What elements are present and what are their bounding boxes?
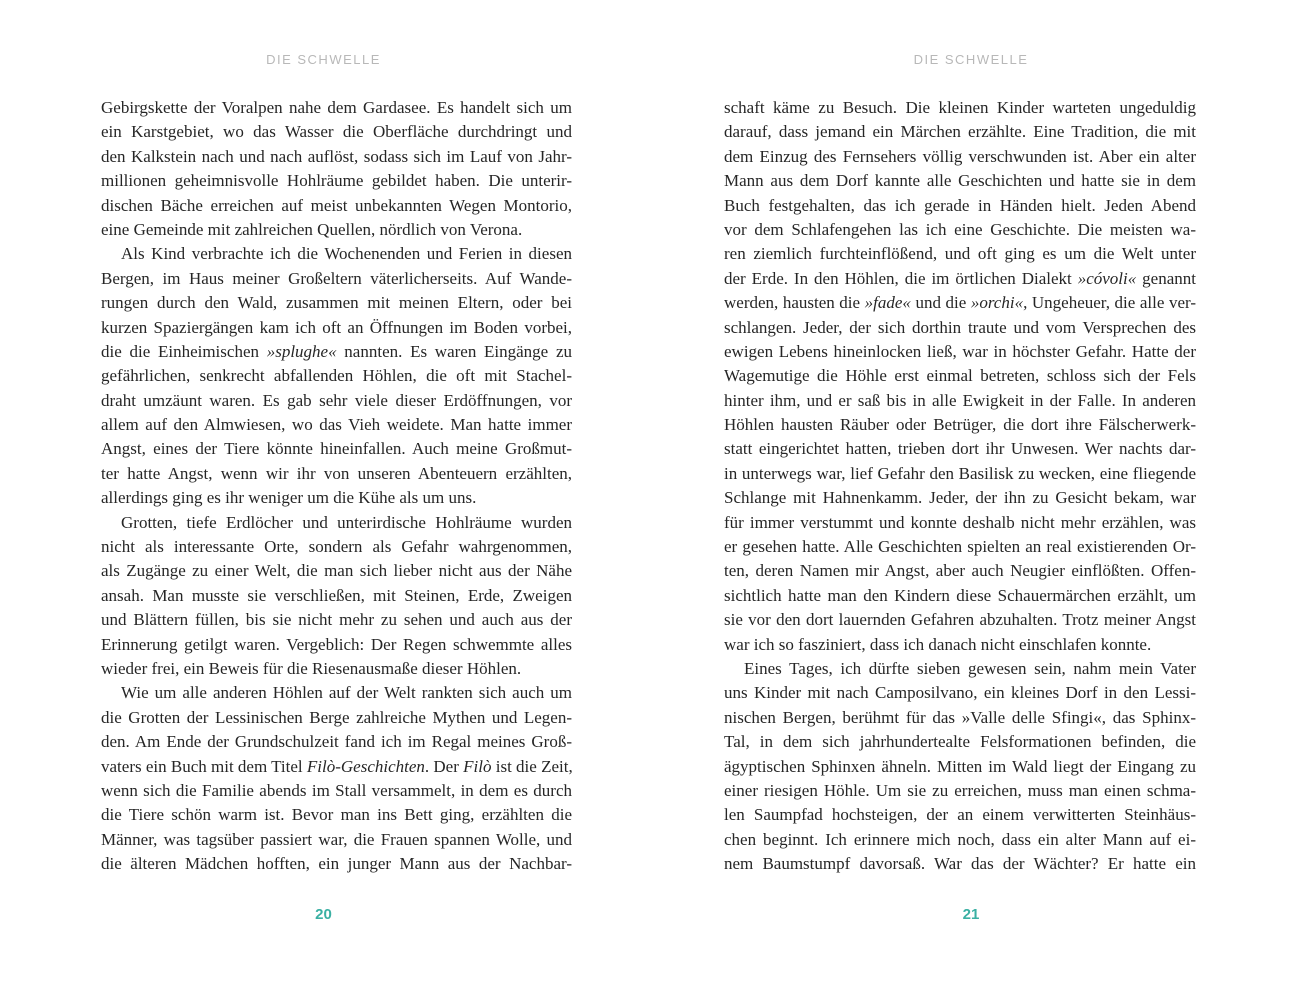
text-run: , Ungeheuer, die alle ver-	[1023, 293, 1196, 313]
text-line: schaft käme zu Besuch. Die kleinen Kinder warteten ungeduldig	[724, 98, 1196, 117]
body-text	[724, 96, 1196, 877]
text-line: die älteren Mädchen hofften, ein junger Mann aus der Nachbar-	[101, 854, 572, 874]
text-line	[724, 291, 1196, 315]
text-line: wenn sich die Familie abends im Stall versammelt, in dem es durch	[101, 780, 572, 800]
text-line: Erinnerung getilgt waren. Vergeblich: Der Regen schwemmte alles	[101, 634, 572, 654]
running-head: DIE SCHWELLE	[913, 52, 1029, 67]
text-run: . Der	[424, 756, 464, 776]
italic-term: »orchi«	[970, 293, 1024, 313]
text-line: Mann aus dem Dorf kannte alle Geschichten und hatte sie in dem	[724, 171, 1196, 191]
text-line: Gebirgskette der Voralpen nahe dem Gardasee. Es handelt sich um	[101, 98, 572, 117]
text-line: Bergen, im Haus meiner Großeltern väterlicherseits. Auf Wande-	[101, 268, 572, 288]
text-line: in unterwegs war, lief Gefahr den Basilisk zu wecken, eine fliegende	[724, 463, 1196, 483]
italic-title: Filò-Geschichten	[306, 756, 425, 776]
text-line: allerdings ging es ihr weniger um die Kühe als um uns.	[101, 488, 477, 508]
text-line: kurzen Spaziergängen kam ich oft an Öffnungen im Boden vorbei,	[101, 317, 572, 337]
text-line: len Saumpfad hochsteigen, der an einem verwitterten Steinhäus-	[724, 805, 1196, 825]
text-line: dem Einzug des Fernsehers völlig verschwunden ist. Aber ein alter	[724, 146, 1196, 166]
text-line: hinter ihm, und er saß bis in alle Ewigkeit in der Falle. In anderen	[724, 390, 1196, 410]
text-line: und Blättern füllen, bis sie nicht mehr zu sehen und auch aus der	[101, 610, 572, 630]
text-line: Höhlen hausten Räuber oder Betrüger, die dort ihre Fälscherwerk-	[724, 415, 1196, 435]
text-line: ten, deren Namen mir Angst, aber auch Neugier einflößten. Offen-	[724, 561, 1196, 581]
page-number: 20	[315, 906, 332, 923]
text-line: dischen Bäche erreichen auf meist unbekannten Wegen Montorio,	[101, 195, 572, 215]
text-line: schlangen. Jeder, der sich dorthin traute und vom Versprechen des	[724, 317, 1196, 337]
text-run: vaters ein Buch mit dem Titel	[101, 756, 307, 776]
text-line: einer riesigen Höhle. Um sie zu erreichen, muss man einen schma-	[724, 780, 1196, 800]
running-head: DIE SCHWELLE	[266, 52, 381, 67]
text-line: vor dem Schlafengehen las ich eine Geschichte. Die meisten wa-	[724, 219, 1196, 239]
text-line: ägyptischen Sphinxen ähneln. Mitten im Wald liegt der Eingang zu	[724, 756, 1196, 776]
italic-term: »fade«	[864, 293, 911, 313]
text-line: nem Baumstumpf davorsaß. War das der Wächter? Er hatte ein	[724, 854, 1196, 874]
text-run: die die Einheimischen	[101, 341, 267, 361]
text-line: uns Kinder mit nach Camposilvano, ein kleines Dorf in den Lessi-	[724, 683, 1196, 703]
text-run: ist die Zeit,	[491, 756, 573, 776]
text-line: Eines Tages, ich dürfte sieben gewesen sein, nahm mein Vater	[744, 658, 1196, 678]
text-run: nannten. Es waren Eingänge zu	[336, 341, 572, 361]
text-line: nischen Bergen, berühmt für das »Valle delle Sfingi«, das Sphinx-	[724, 707, 1196, 727]
text-line: Wagemutige die Höhle erst einmal betreten, schloss sich der Fels	[724, 366, 1196, 386]
text-line: den Kalkstein nach und nach auflöst, sodass sich im Lauf von Jahr-	[101, 146, 572, 166]
italic-term: »splughe«	[266, 341, 337, 361]
text-line: allem auf den Almwiesen, wo das Vieh weidete. Man hatte immer	[101, 415, 572, 435]
text-run: werden, hausten die	[724, 293, 865, 313]
text-line: sie vor den dort lauernden Gefahren abzuhalten. Trotz meiner Angst	[724, 610, 1196, 630]
text-line: ren ziemlich furchteinflößend, und oft ging es um die Welt unter	[724, 244, 1196, 264]
text-line: ewigen Lebens hineinlocken ließ, war in höchster Gefahr. Hatte der	[724, 341, 1196, 361]
italic-term: »cóvoli«	[1077, 268, 1137, 288]
text-line	[101, 755, 572, 779]
left-page	[0, 0, 647, 1000]
text-line: ter hatte Angst, wenn wir ihr von unseren Abenteuern erzählten,	[101, 463, 572, 483]
text-line: darauf, dass jemand ein Märchen erzählte. Eine Tradition, die mit	[724, 122, 1196, 142]
text-line: Schlange mit Hahnenkamm. Jeder, der ihn zu Gesicht bekam, war	[724, 488, 1196, 508]
text-line: Buch festgehalten, das ich gerade in Händen hielt. Jeden Abend	[724, 195, 1196, 215]
text-line: die Tiere schön warm ist. Bevor man ins Bett ging, erzählten die	[101, 805, 572, 825]
text-line: Als Kind verbrachte ich die Wochenenden und Ferien in diesen	[121, 244, 572, 264]
text-run: und die	[910, 293, 971, 313]
text-line: als Zugänge zu einer Welt, die man sich lieber nicht aus der Nähe	[101, 561, 572, 581]
text-line: Wie um alle anderen Höhlen auf der Welt rankten sich auch um	[121, 683, 572, 703]
text-line	[101, 340, 572, 364]
text-line: den. Am Ende der Grundschulzeit fand ich im Regal meines Groß-	[101, 732, 572, 752]
text-line: chen beginnt. Ich erinnere mich noch, dass ein alter Mann auf ei-	[724, 829, 1196, 849]
text-line: sichtlich hatte man den Kindern diese Schauermärchen erzählt, um	[724, 585, 1196, 605]
text-line: Männer, was tagsüber passiert war, die Frauen spannen Wolle, und	[101, 829, 572, 849]
text-line: er gesehen hatte. Alle Geschichten spielten an real existierenden Or-	[724, 537, 1196, 557]
text-line: Tal, in dem sich jahrhundertealte Felsformationen befinden, die	[724, 732, 1196, 752]
text-run: genannt	[1136, 268, 1196, 288]
text-line: gefährlichen, senkrecht abfallenden Höhlen, die oft mit Stachel-	[101, 366, 572, 386]
text-line: die Grotten der Lessinischen Berge zahlreiche Mythen und Legen-	[101, 707, 572, 727]
body-text	[101, 96, 572, 877]
text-line: statt eingerichtet hatten, trieben dort ihr Unwesen. Wer nachts dar-	[724, 439, 1196, 459]
text-line: ansah. Man musste sie verschließen, mit Steinen, Erde, Zweigen	[101, 585, 572, 605]
text-line: nicht als interessante Orte, sondern als Gefahr wahrgenommen,	[101, 537, 572, 557]
text-line	[724, 267, 1196, 291]
text-line: für immer verstummt und konnte deshalb nicht mehr erzählen, was	[724, 512, 1196, 532]
text-line: eine Gemeinde mit zahlreichen Quellen, nördlich von Verona.	[101, 219, 523, 239]
text-line: war ich so fasziniert, dass ich danach nicht einschlafen konnte.	[724, 634, 1152, 654]
text-line: draht umzäunt waren. Es gab sehr viele dieser Erdöffnungen, vor	[101, 390, 572, 410]
italic-term: Filò	[463, 756, 492, 776]
text-line: ein Karstgebiet, wo das Wasser die Oberfläche durchdringt und	[101, 122, 572, 142]
text-line: Angst, eines der Tiere könnte hineinfallen. Auch meine Großmut-	[101, 439, 572, 459]
page-number: 21	[962, 906, 980, 923]
text-line: wieder frei, ein Beweis für die Riesenausmaße dieser Höhlen.	[101, 658, 522, 678]
text-line: Grotten, tiefe Erdlöcher und unterirdische Hohlräume wurden	[121, 512, 572, 532]
right-page	[647, 0, 1295, 1000]
text-run: der Erde. In den Höhlen, die im örtlichen Dialekt	[724, 268, 1078, 288]
text-line: rungen durch den Wald, zusammen mit meinen Eltern, oder bei	[101, 293, 572, 313]
text-line: millionen geheimnisvolle Hohlräume gebildet haben. Die unterir-	[101, 171, 572, 191]
